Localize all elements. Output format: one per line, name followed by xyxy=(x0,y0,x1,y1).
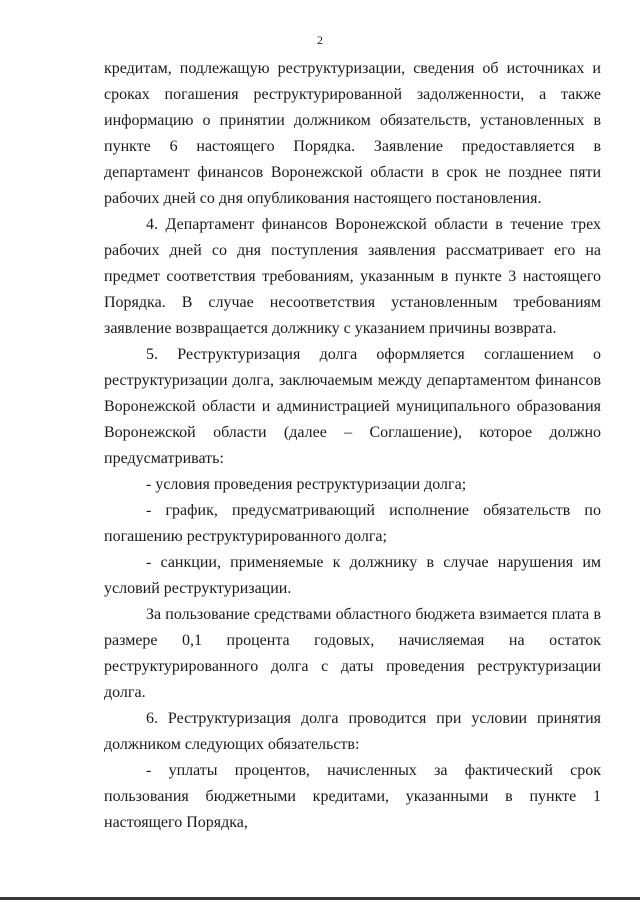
paragraph-item-6: 6. Реструктуризация долга проводится при условии принятия должником следующих обязательств: xyxy=(104,710,601,753)
list-item-sanctions: - санкции, применяемые к должнику в случае нарушения им условий реструктуризации. xyxy=(104,554,601,597)
document-body xyxy=(104,56,601,836)
paragraph-item-4: 4. Департамент финансов Воронежской области в течение трех рабочих дней со дня поступления заявления рассматривает его на предмет соответствия требованиям, указанным в пункте 3 настоящего Порядка. В случае несоответствия установленным требованиям заявление возвращается должнику с указанием причины возврата. xyxy=(104,216,601,337)
list-item-schedule: - график, предусматривающий исполнение обязательств по погашению реструктурированного долга; xyxy=(104,502,601,545)
list-item-interest: - уплаты процентов, начисленных за фактический срок пользования бюджетными кредитами, указанными в пункте 1 настоящего Порядка, xyxy=(104,762,601,831)
paragraph-item-5: 5. Реструктуризация долга оформляется соглашением о реструктуризации долга, заключаемым между департаментом финансов Воронежской области и администрацией муниципального образования Воронежской области (далее – Соглашение), которое должно предусматривать: xyxy=(104,346,601,467)
list-item-conditions: - условия проведения реструктуризации долга; xyxy=(146,476,467,493)
page-number: 2 xyxy=(317,33,323,47)
paragraph-continuation: кредитам, подлежащую реструктуризации, сведения об источниках и сроках погашения реструктурированной задолженности, а также информацию о принятии должником обязательств, установленных в пункте 6 настоящего Порядка. Заявление предоставляется в департамент финансов Воронежской области в срок не позднее пяти рабочих дней со дня опубликования настоящего постановления. xyxy=(104,60,601,207)
paragraph-fee: За пользование средствами областного бюджета взимается плата в размере 0,1 процента годовых, начисляемая на остаток реструктурированного долга с даты проведения реструктуризации долга. xyxy=(104,606,601,701)
